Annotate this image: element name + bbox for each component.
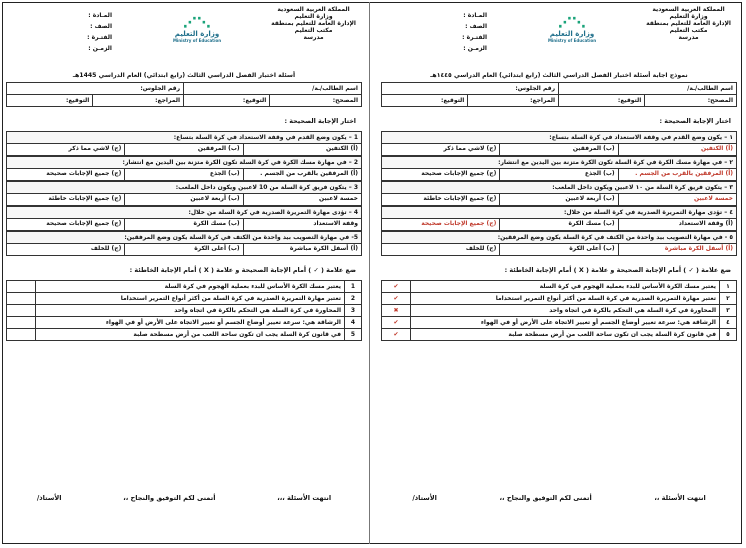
options-row <box>6 193 362 206</box>
logo-arabic: وزارة التعليم <box>174 30 220 38</box>
option[interactable]: خمسة لاعبين <box>243 194 361 205</box>
statement-text: يعتبر مسك الكرة الأساس للبدء بعملية الهجوم في كرة السلة <box>411 281 720 293</box>
section-mcq-title: اختار الإجابة الصحيحة : <box>659 117 731 125</box>
footer-end: انتهت الأسئلة ،، <box>654 494 706 502</box>
ministry-logo <box>537 16 607 56</box>
options-row <box>381 218 737 231</box>
logo-english: Ministry of Education <box>547 38 597 43</box>
row-number: ٥ <box>720 329 737 341</box>
question: ٢ – في مهارة مسك الكرة في كرة السلة تكون الكرة متزنة بين اليدين مع انتشار: <box>381 156 737 168</box>
option[interactable]: (أ) أسفل الكرة مباشرة <box>243 244 361 255</box>
time-label: الزمـن : <box>463 45 487 52</box>
answer-cell[interactable] <box>7 317 36 329</box>
corrector-field[interactable]: المصحح: <box>645 95 737 107</box>
seat-number-field[interactable]: رقم الجلوس: <box>382 83 559 95</box>
ministry-text: وزارة التعليم <box>669 13 708 20</box>
table-row <box>382 293 737 305</box>
reviewer-field[interactable]: المراجع: <box>468 95 559 107</box>
statement-text: تعتبر مهارة التمريرة الصدرية في كرة السلة من أكثر أنواع التمرير استخداما <box>36 293 345 305</box>
school-text: مدرسة <box>678 34 699 41</box>
exam-title: أسئلة اختبار الفصل الدراسي الثالث (رابع ابتدائي) العام الدراسي 1445هـ <box>72 72 296 79</box>
check-mark-icon: ✔ <box>382 317 411 329</box>
option-correct[interactable]: (أ) المرفقين بالقرب من الجسم . <box>618 169 736 180</box>
option[interactable]: (ج) جميع الإجابات خاطئة <box>423 195 497 202</box>
kingdom-text: المملكة العربية السعودية <box>652 6 725 13</box>
student-name-field[interactable]: اسم الطالب/ـة/ <box>559 83 737 95</box>
question: ١ – يكون وضع القدم في وقفة الاستعداد في كرة السلة بتساع: <box>381 131 737 143</box>
question: 1 – يكون وضع القدم في وقفة الاستعداد في كرة السلة بتساع: <box>6 131 362 143</box>
row-number: 4 <box>345 317 362 329</box>
time-label: الزمـن : <box>88 45 112 52</box>
options-row <box>6 168 362 181</box>
page-header <box>381 6 737 68</box>
page-header <box>6 6 362 68</box>
question: ٥ - في مهارة التصويب بيد واحدة من الكتف في كرة السلة يكون وضع المرفقين: <box>381 231 737 243</box>
page-footer <box>381 494 737 502</box>
question: ٤ – تؤدى مهارة التمريرة الصدرية في كرة السلة من خلال: <box>381 206 737 218</box>
options-row <box>381 168 737 181</box>
admin-text: الإدارة العامة للتعليم بمنطقة <box>646 20 731 27</box>
logo-mark-icon: ⋰⋱ <box>558 15 586 31</box>
row-number: 2 <box>345 293 362 305</box>
student-info-table <box>381 82 737 107</box>
options-row <box>381 143 737 156</box>
options-row <box>6 143 362 156</box>
footer-end: انتهت الأسئلة ،،، <box>277 494 332 502</box>
grade-label: الصف : <box>90 23 112 30</box>
option[interactable]: (ج) جميع الإجابات صحيحة <box>421 170 497 177</box>
option[interactable]: (ب) المرفقين <box>499 144 617 155</box>
question: 2 – في مهارة مسك الكرة في كرة السلة تكون الكرة متزنة بين اليدين مع انتشار: <box>6 156 362 168</box>
statement-text: المحاورة في كرة السلة هي التحكم بالكرة في اتجاه واحد <box>36 305 345 317</box>
option[interactable]: (ب) أربعة لاعبين <box>124 194 242 205</box>
check-mark-icon: ✔ <box>382 293 411 305</box>
table-row <box>382 305 737 317</box>
exam-title: نموذج اجابة أسئلة اختبار الفصل الدراسي الثالث (رابع ابتدائي) العام الدراسي ١٤٤٥هـ <box>430 72 688 79</box>
table-row <box>7 317 362 329</box>
statement-text: يعتبر مسك الكرة الأساس للبدء بعملية الهجوم في كرة السلة <box>36 281 345 293</box>
option[interactable]: (ب) أربعة لاعبين <box>499 194 617 205</box>
options-row <box>6 243 362 256</box>
option[interactable]: (ب) المرفقين <box>124 144 242 155</box>
answer-cell[interactable] <box>7 293 36 305</box>
table-row <box>7 305 362 317</box>
option[interactable]: (ج) لاشي مما ذكر <box>443 145 497 152</box>
row-number: 3 <box>345 305 362 317</box>
table-row <box>382 317 737 329</box>
statement-text: تعتبر مهارة التمريرة الصدرية في كرة السلة من أكثر أنواع التمرير استخداما <box>411 293 720 305</box>
options-row <box>381 243 737 256</box>
statement-text: الرشاقة هي: سرعة تغيير أوضاع الجسم أو تغيير الاتجاه على الأرض أو في الهواء <box>411 317 720 329</box>
question: 5- في مهارة التصويب بيد واحدة من الكتف في كرة السلة يكون وضع المرفقين: <box>6 231 362 243</box>
signature2-field[interactable]: التوقيع: <box>382 95 468 107</box>
answer-cell[interactable] <box>7 281 36 293</box>
office-text: مكتب التعليم <box>669 27 708 34</box>
ministry-text: وزارة التعليم <box>294 13 333 20</box>
options-row <box>6 218 362 231</box>
option[interactable]: (ب) الجذع <box>124 169 242 180</box>
answer-key-page <box>381 6 737 542</box>
footer-wish: أتمنى لكم التوفيق والنجاح ،، <box>123 494 216 502</box>
corrector-field[interactable]: المصحح: <box>270 95 362 107</box>
footer-teacher: الأستاذ/ <box>36 494 62 502</box>
kingdom-text: المملكة العربية السعودية <box>277 6 350 13</box>
option[interactable]: (ب) مسك الكرة <box>499 219 617 230</box>
exam-page <box>6 6 362 542</box>
row-number: ٣ <box>720 305 737 317</box>
option-correct[interactable]: خمسة لاعبين <box>618 194 736 205</box>
option[interactable]: (ب) مسك الكرة <box>124 219 242 230</box>
logo-arabic: وزارة التعليم <box>549 30 595 38</box>
statement-text: في قانون كرة السلة يجب ان تكون ساحة اللعب من أرض مسطحة صلبة <box>411 329 720 341</box>
header-titles <box>271 6 356 41</box>
option-correct[interactable]: (ج) جميع الإجابات صحيحة <box>421 220 497 227</box>
signature-field[interactable]: التوقيع: <box>559 95 645 107</box>
true-false-table <box>6 280 362 341</box>
option-correct[interactable]: (أ) أسفل الكرة مباشرة <box>618 244 736 255</box>
footer-teacher: الأستاذ/ <box>412 494 437 502</box>
option[interactable]: (أ) المرفقين بالقرب من الجسم . <box>243 169 361 180</box>
option[interactable]: (ج) لاشي مما ذكر <box>68 145 122 152</box>
option[interactable]: (أ) وقفة الاستعداد <box>618 219 736 230</box>
option[interactable]: (ج) جميع الإجابات صحيحة <box>46 220 122 227</box>
admin-text: الإدارة العامة للتعليم بمنطقة <box>271 20 356 27</box>
option[interactable]: (ب) الجذع <box>499 169 617 180</box>
row-number: ١ <box>720 281 737 293</box>
row-number: 5 <box>345 329 362 341</box>
cross-mark-icon: ✖ <box>382 305 411 317</box>
true-false-table <box>381 280 737 341</box>
footer-wish: أتمنى لكم التوفيق والنجاح ،، <box>499 494 592 502</box>
option[interactable]: (ب) أعلى الكرة <box>499 244 617 255</box>
option[interactable]: (ج) جميع الإجابات صحيحة <box>46 170 122 177</box>
option[interactable]: (ج) للخلف <box>465 245 497 252</box>
logo-english: Ministry of Education <box>172 38 222 43</box>
signature-field[interactable]: التوقيع: <box>184 95 270 107</box>
option[interactable]: وقفة الاستعداد <box>243 219 361 230</box>
check-mark-icon: ✔ <box>382 329 411 341</box>
mcq-list <box>381 131 737 256</box>
subject-label: المـادة : <box>88 12 112 19</box>
reviewer-field[interactable]: المراجع: <box>93 95 184 107</box>
exam-meta <box>387 10 487 54</box>
page-divider <box>369 2 370 544</box>
statement-text: الرشاقة هي: سرعة تغيير أوضاع الجسم أو تغيير الاتجاه على الأرض أو في الهواء <box>36 317 345 329</box>
option[interactable]: (ج) جميع الإجابات خاطئة <box>48 195 122 202</box>
answer-cell[interactable] <box>7 329 36 341</box>
question: 4 – تؤدى مهارة التمريرة الصدرية في كرة السلة من خلال: <box>6 206 362 218</box>
options-row <box>381 193 737 206</box>
row-number: 1 <box>345 281 362 293</box>
ministry-logo <box>162 16 232 56</box>
school-text: مدرسة <box>303 34 324 41</box>
answer-cell[interactable] <box>7 305 36 317</box>
student-info-table <box>6 82 362 107</box>
row-number: ٢ <box>720 293 737 305</box>
office-text: مكتب التعليم <box>294 27 333 34</box>
option[interactable]: (ب) أعلى الكرة <box>124 244 242 255</box>
table-row <box>382 281 737 293</box>
statement-text: في قانون كرة السلة يجب ان تكون ساحة اللعب من أرض مسطحة صلبة <box>36 329 345 341</box>
table-row <box>7 281 362 293</box>
row-number: ٤ <box>720 317 737 329</box>
question: 3 – يتكون فريق كرة السلة من 10 لاعبين ويكون داخل الملعب: <box>6 181 362 193</box>
table-row <box>382 329 737 341</box>
term-label: الفتـرة : <box>462 34 487 41</box>
header-titles <box>646 6 731 41</box>
section-mcq-title: اختار الإجابة الصحيحة : <box>284 117 356 125</box>
seat-number-field[interactable]: رقم الجلوس: <box>7 83 184 95</box>
subject-label: المـادة : <box>463 12 487 19</box>
term-label: الفتـرة : <box>87 34 112 41</box>
student-name-field[interactable]: اسم الطالب/ـة/ <box>184 83 362 95</box>
section-tf-title: ضع علامة ( ✓ ) أمام الإجابة الصحيحة و علامة ( X ) أمام الإجابة الخاطئة : <box>129 266 356 274</box>
table-row <box>7 293 362 305</box>
table-row <box>7 329 362 341</box>
option-correct[interactable]: (أ) الكتفين <box>618 144 736 155</box>
grade-label: الصف : <box>465 23 487 30</box>
question: ٣ – يتكون فريق كرة السلة من ١٠ لاعبين ويكون داخل الملعب: <box>381 181 737 193</box>
statement-text: المحاورة في كرة السلة هي التحكم بالكرة في اتجاه واحد <box>411 305 720 317</box>
option[interactable]: (ج) للخلف <box>90 245 122 252</box>
page-footer <box>6 494 362 502</box>
section-tf-title: ضع علامة ( ✓ ) أمام الإجابة الصحيحة و علامة ( X ) أمام الإجابة الخاطئة : <box>504 266 731 274</box>
check-mark-icon: ✔ <box>382 281 411 293</box>
logo-mark-icon: ⋰⋱ <box>183 15 211 31</box>
signature2-field[interactable]: التوقيع: <box>7 95 93 107</box>
exam-meta <box>12 10 112 54</box>
mcq-list <box>6 131 362 256</box>
option[interactable]: (أ) الكتفين <box>243 144 361 155</box>
